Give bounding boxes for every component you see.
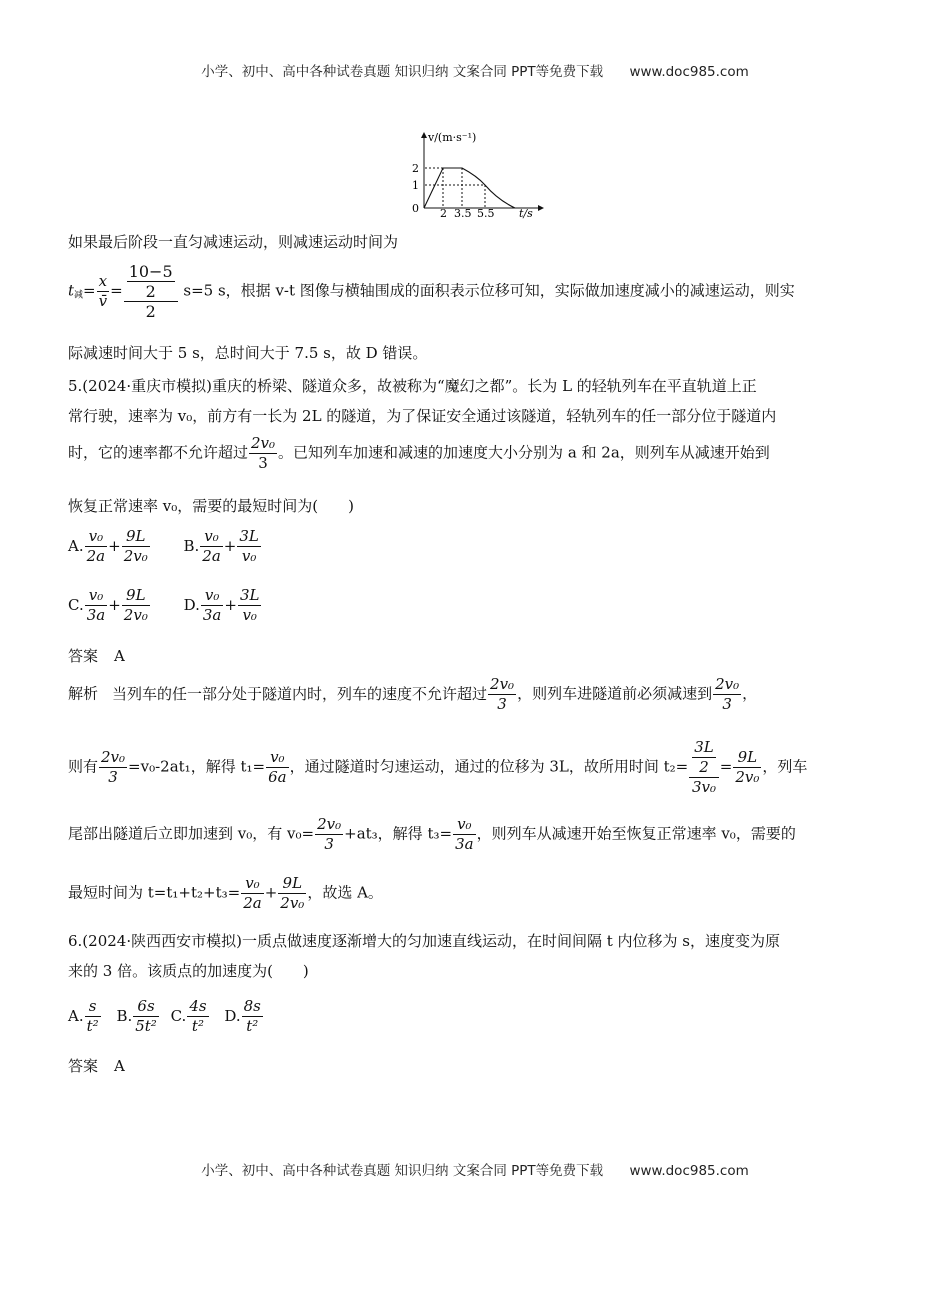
s2e-compound [689,738,719,797]
s4b: ，故选 A。 [307,883,383,902]
n1: v₀ [85,527,108,547]
analysis-label: 解析 [68,684,99,703]
s3c-num: v₀ [453,815,476,835]
s2c-num: v₀ [266,748,289,768]
compound-fraction [124,262,178,321]
analysis-line2 [68,738,807,797]
y-axis-label: v/(m·s⁻¹) [428,131,477,144]
d1: 2a [202,547,221,565]
option-label: A. [68,1006,84,1025]
option-label: B. [183,536,200,555]
x-tick-2: 2 [440,207,447,220]
s2g-frac [733,748,761,787]
x-over-vbar [97,272,109,311]
s1-num: 2v₀ [490,675,515,693]
option-label: D. [183,595,200,614]
page-header [0,60,950,80]
option-label: A. [68,536,84,555]
option-label: D. [224,1006,241,1025]
d2: v₀ [241,547,257,565]
s1c-den: 3 [722,695,732,713]
x-tick-3-5: 3.5 [454,207,472,220]
compound-den: 2 [145,302,156,321]
option-label: C. [170,1006,187,1025]
answer-label: 答案 [68,647,99,665]
x-axis-label: t/s [519,207,533,220]
s2h: ，列车 [762,757,808,776]
n1: v₀ [200,527,223,547]
q5-answer [68,645,125,666]
option-frac-1 [201,586,224,625]
d1: 3a [202,606,222,624]
para1-line3: 际减速时间大于 5 s，总时间大于 7.5 s，故 D 错误。 [68,344,428,362]
n2: 3L [239,527,259,545]
s2b: =v₀-2at₁，解得 t₁= [128,757,266,776]
q5-line4: 恢复正常速率 v₀，需要的最短时间为( ) [68,497,354,515]
para1-after: s=5 s，根据 v-t 图像与横轴围成的面积表示位移可知，实际做加速度减小的减速运动，则实 [178,281,795,300]
inner-den: 2 [145,282,156,301]
q5-l3b: 。已知列车加速和减速的加速度大小分别为 a 和 2a，则列车从减速开始到 [278,443,770,462]
option-label: C. [68,595,84,614]
x-num: x [97,272,109,292]
q6-option-d[interactable] [224,997,264,1035]
header-url[interactable]: www.doc985.com [629,64,749,80]
num: 8s [243,997,261,1015]
eq2: = [110,281,123,300]
eq1: = [83,281,96,300]
s1c-frac [713,675,741,714]
option-frac-1 [85,586,108,625]
n1: v₀ [201,586,224,606]
n2: 3L [239,586,260,604]
d1: 3a [86,606,106,624]
plus: + [224,595,237,614]
s2g-num: 9L [733,748,761,768]
den: t² [86,1017,99,1035]
header-text: 小学、初中、高中各种试卷真题 知识归纳 文案合同 PPT等免费下载 [201,64,604,80]
s1-frac [488,675,516,714]
x-tick-5-5: 5.5 [477,207,495,220]
q6-answer [68,1055,125,1076]
den: t² [246,1017,259,1035]
s3a: 尾部出隧道后立即加速到 v₀，有 v₀= [68,824,315,843]
footer-text: 小学、初中、高中各种试卷真题 知识归纳 文案合同 PPT等免费下载 [201,1163,604,1179]
s1a: 当列车的任一部分处于隧道内时，列车的速度不允许超过 [112,684,488,703]
s2e-inner [692,738,716,777]
n2: 9L [122,527,150,547]
s3c-frac [453,815,476,854]
option-frac-2 [122,586,150,625]
option-frac [242,997,263,1036]
s3b: +at₃，解得 t₃= [344,824,453,843]
option-frac [133,997,159,1036]
s4a: 最短时间为 t=t₁+t₂+t₃= [68,883,241,902]
q5-line3 [68,434,770,473]
q5-frac-num: 2v₀ [251,434,276,452]
s2e-den [689,778,719,797]
analysis-line4 [68,874,383,913]
s4-d2: 2v₀ [280,894,305,912]
page-footer [0,1159,950,1179]
q6-options [68,997,264,1036]
q6-option-b[interactable] [116,997,159,1035]
q5-frac-den: 3 [258,454,268,472]
d1: 2a [86,547,106,565]
answer-value: A [114,1057,125,1075]
answer-value: A [114,647,125,665]
option-frac [85,997,101,1036]
s4-d1: 2a [243,894,262,912]
option-frac-1 [200,527,223,566]
origin-label: 0 [412,202,419,215]
s3-den: 3 [324,835,334,853]
d2: 2v₀ [123,606,148,624]
s4-n1: v₀ [241,874,264,894]
n1: v₀ [85,586,108,606]
s2c-frac [266,748,289,787]
n2: 9L [122,586,150,606]
inner-fraction [127,262,175,301]
t-symbol: t [68,281,75,300]
s2e-num [689,738,719,778]
plus: + [223,536,237,555]
q5-option-c[interactable] [68,586,156,624]
option-frac-1 [85,527,108,566]
para1-formula-line [68,262,795,321]
s2-frac [99,748,127,787]
plus: + [108,536,121,555]
d2: v₀ [242,606,257,624]
inner-num: 10−5 [128,262,173,281]
option-frac-2 [237,527,261,566]
footer-url[interactable]: www.doc985.com [629,1163,749,1179]
s2e-den-v0: v₀ [701,778,717,796]
s4-frac-1 [241,874,264,913]
s2a: 则有 [68,757,99,776]
s2f: = [719,757,733,776]
option-frac [187,997,208,1036]
q5-options-row2 [68,586,262,625]
s1b: ，则列车进隧道前必须减速到 [517,684,713,703]
s3-num: 2v₀ [317,815,342,833]
den: 5t² [135,1017,157,1035]
s2-num: 2v₀ [101,748,126,766]
s2e-den-3: 3 [691,778,702,796]
velocity-curve [424,168,515,208]
s2e-inner-num: 3L [694,738,714,756]
s3c-den: 3a [455,835,474,853]
q5-fraction [249,434,277,473]
s3d: ，则列车从减速开始至恢复正常速率 v₀，需要的 [476,824,796,843]
s1c-num: 2v₀ [715,675,740,693]
q6-line1: 6.(2024·陕西西安市模拟)一质点做速度逐渐增大的匀加速直线运动，在时间间隔 t 内位移为 s，速度变为原 [68,932,780,950]
q6-line2: 来的 3 倍。该质点的加速度为( ) [68,962,309,980]
y-tick-2: 2 [412,162,419,175]
den: t² [191,1017,204,1035]
q6-option-a[interactable] [68,997,102,1035]
option-frac-2 [238,586,262,625]
q5-option-b[interactable] [183,527,262,565]
s2g-den: 2v₀ [735,768,760,786]
option-frac-2 [122,527,150,566]
analysis-line3 [68,815,796,854]
para1-line1: 如果最后阶段一直匀减速运动，则减速运动时间为 [68,233,399,251]
s1c: ， [742,684,758,703]
plus: + [108,595,121,614]
s4-frac-2 [278,874,306,913]
q5-line2: 常行驶，速率为 v₀，前方有一长为 2L 的隧道，为了保证安全通过该隧道，轻轨列车的任一部分位于隧道内 [68,407,777,425]
s2c-den: 6a [268,768,287,786]
q5-option-a[interactable] [68,527,156,565]
y-tick-1: 1 [412,179,419,192]
vt-graph [395,128,555,220]
s2-den: 3 [108,768,118,786]
s2d: ，通过隧道时匀速运动，通过的位移为 3L，故所用时间 t₂= [289,757,689,776]
q5-l3a: 时，它的速率都不允许超过 [68,443,249,462]
analysis-line1 [68,675,757,714]
s4-n2: 9L [278,874,306,894]
d2: 2v₀ [123,547,148,565]
num: 6s [133,997,159,1017]
s4-plus: + [264,883,278,902]
num: s [85,997,101,1017]
vbar-den: v̄ [98,292,108,310]
q6-option-c[interactable] [170,997,210,1035]
answer-label: 答案 [68,1057,99,1075]
q5-option-d[interactable] [183,586,263,624]
num: 4s [189,997,207,1015]
s2e-inner-den: 2 [699,758,709,776]
option-label: B. [116,1006,133,1025]
compound-num [124,262,178,302]
t-sub: 减 [74,290,84,301]
q5-options-row1 [68,527,262,566]
s3-frac [315,815,343,854]
s1-den: 3 [497,695,507,713]
q5-line1: 5.(2024·重庆市模拟)重庆的桥梁、隧道众多，故被称为“魔幻之都”。长为 L 的轻轨列车在平直轨道上正 [68,377,757,395]
